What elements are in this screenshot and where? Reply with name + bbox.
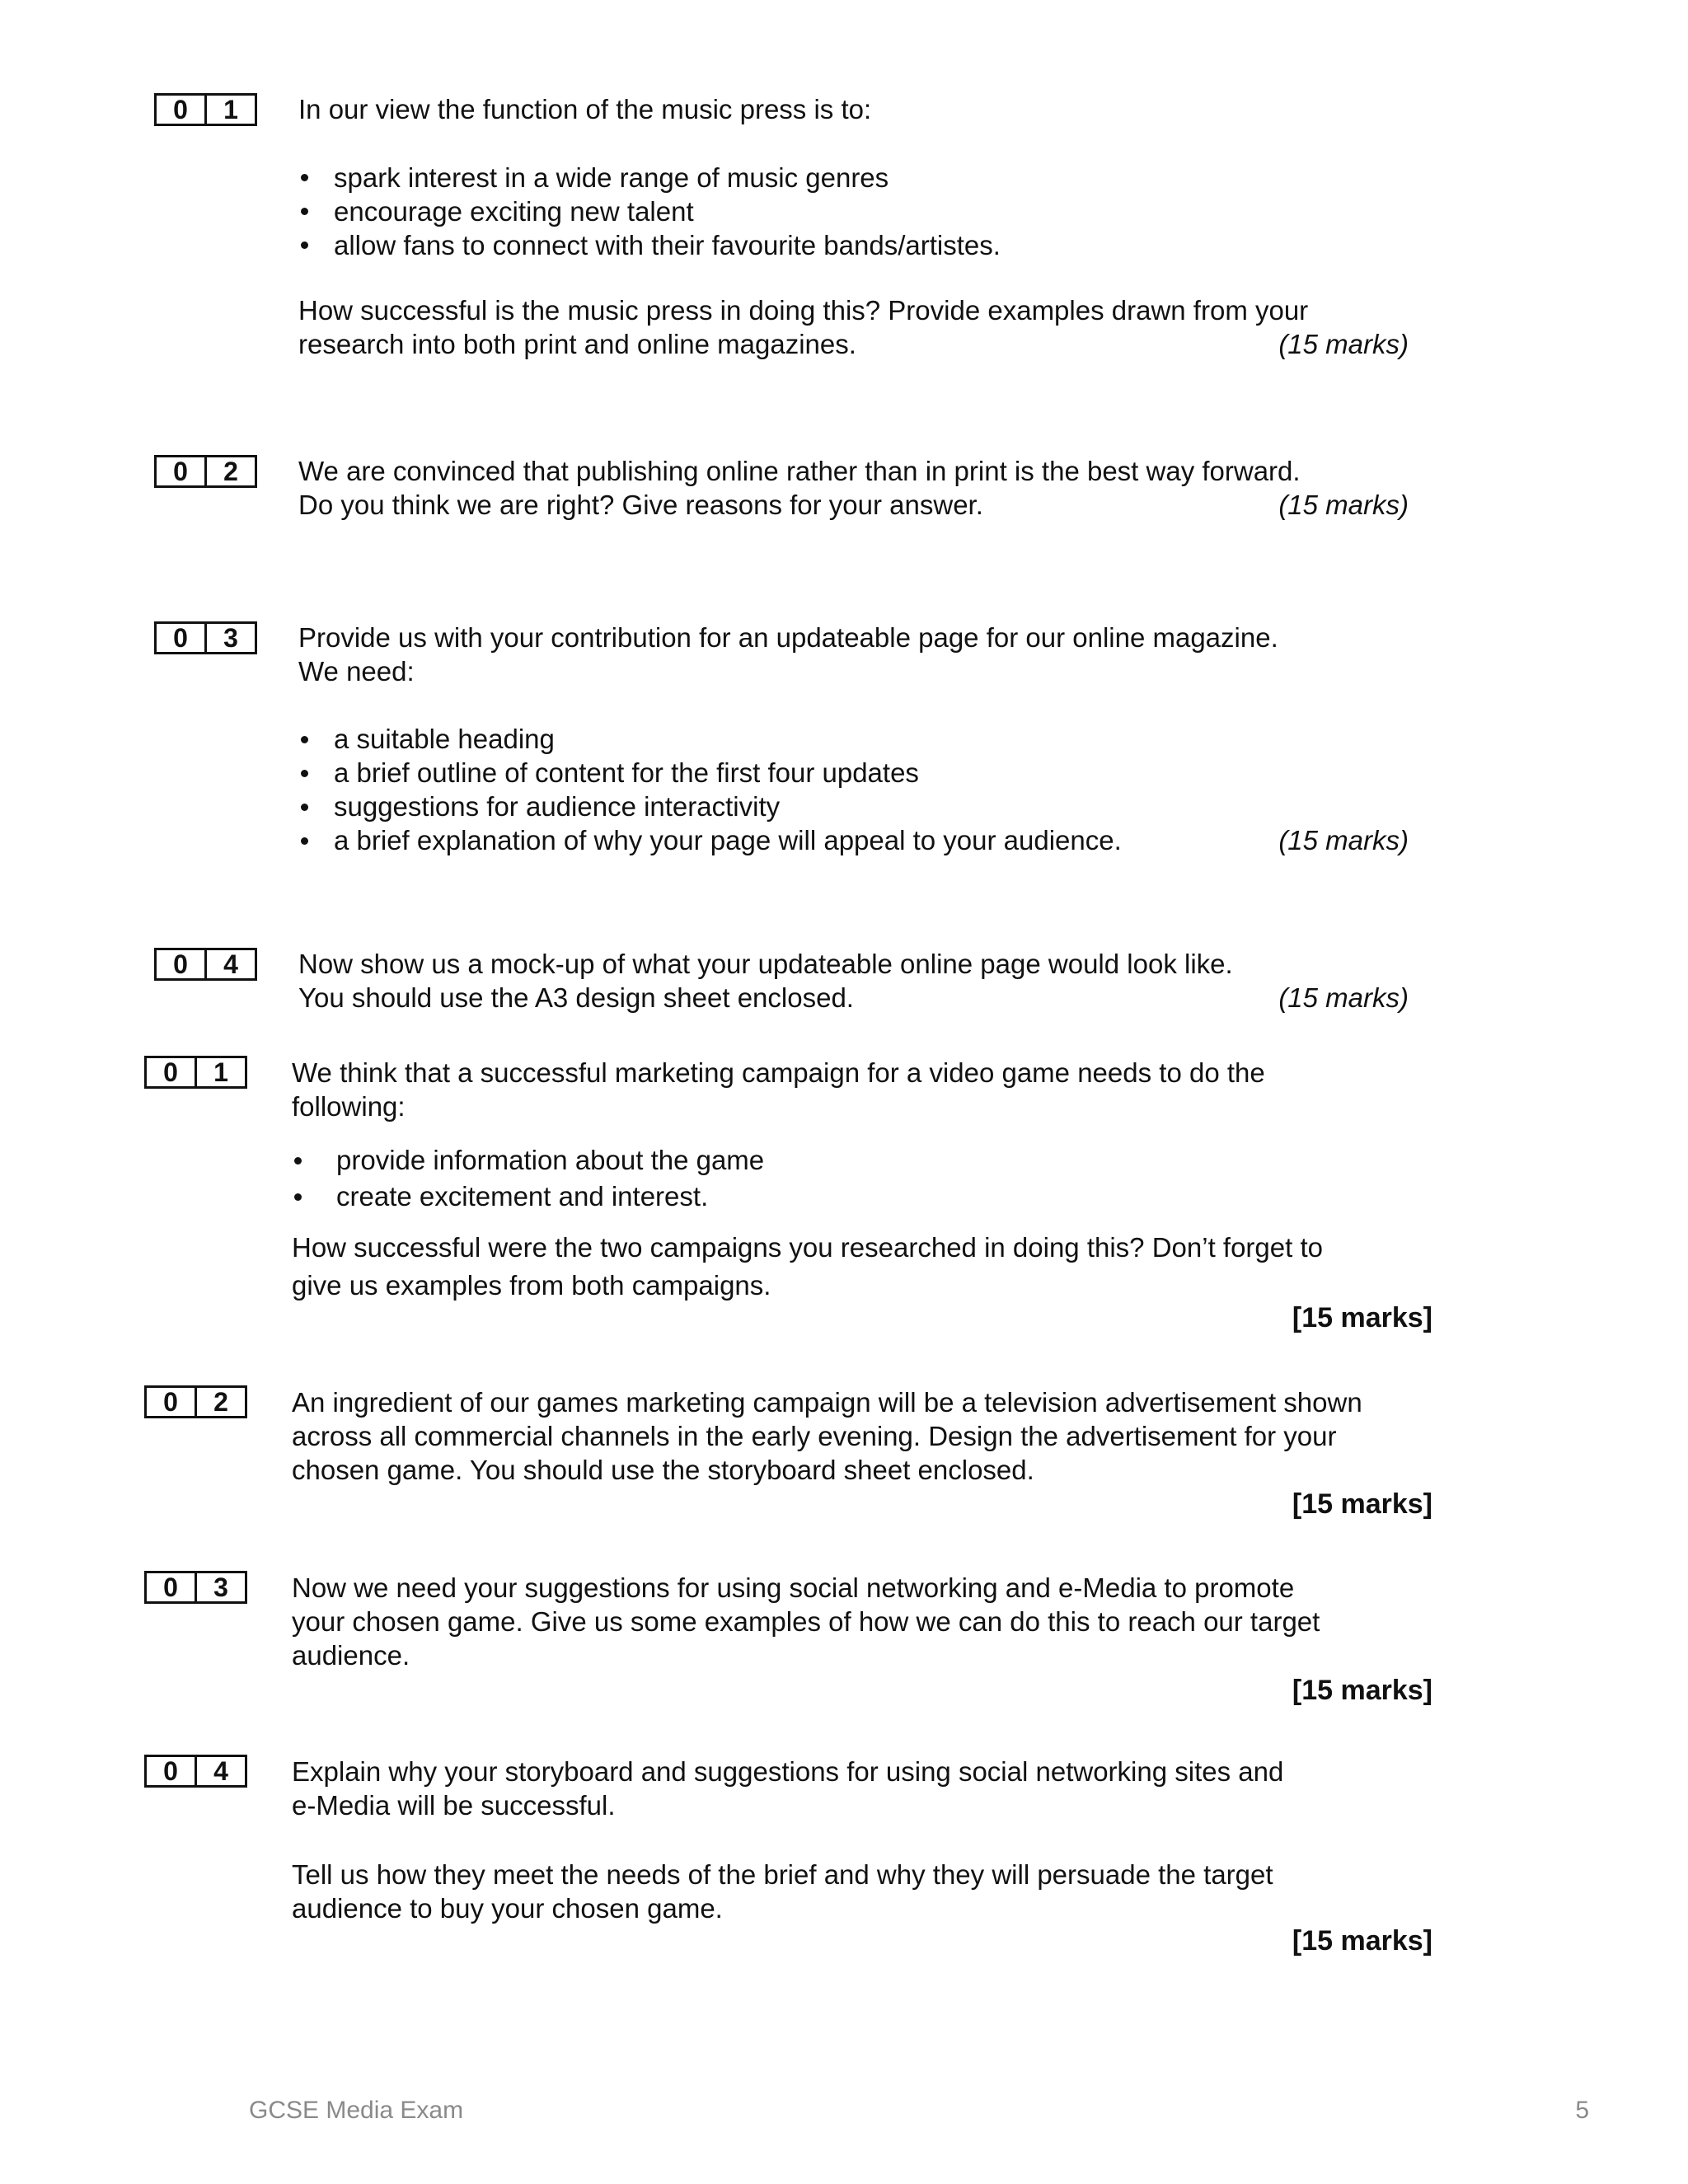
question-number-digit: 4: [204, 950, 255, 978]
bullet-dot: [301, 837, 308, 845]
question-number-box: [154, 93, 257, 126]
question-text: research into both print and online magazines.: [298, 329, 856, 359]
question-text: You should use the A3 design sheet enclosed.: [298, 982, 854, 1013]
question-text: Do you think we are right? Give reasons for your answer.: [298, 490, 983, 520]
question-number-box: [144, 1571, 247, 1604]
question-number-digit: 0: [163, 1057, 178, 1087]
question-text: How successful were the two campaigns you researched in doing this? Don’t forget to: [292, 1232, 1323, 1263]
bullet-item: provide information about the game: [336, 1145, 765, 1175]
question-number-box: [144, 1755, 247, 1788]
question-text: We think that a successful marketing campaign for a video game needs to do the: [292, 1057, 1265, 1088]
bullet-dot: [301, 770, 308, 777]
question-number-digit: 0: [163, 1756, 178, 1786]
question-text: Tell us how they meet the needs of the brief and why they will persuade the target: [292, 1859, 1273, 1890]
marks-label: (15 marks): [1278, 329, 1409, 359]
bullet-item: a suitable heading: [334, 724, 555, 754]
question-number-digit: 0: [173, 457, 188, 486]
marks-label: (15 marks): [1278, 825, 1409, 855]
bullet-item: spark interest in a wide range of music genres: [334, 162, 889, 193]
question-number-box: [144, 1056, 247, 1089]
bullet-dot: [301, 736, 308, 743]
question-number-digit: 0: [163, 1387, 178, 1417]
marks-label: [15 marks]: [1292, 1302, 1432, 1333]
bullet-dot: [301, 208, 308, 215]
question-text: An ingredient of our games marketing campaign will be a television advertisement shown: [292, 1387, 1362, 1418]
question-text: How successful is the music press in doing this? Provide examples drawn from your: [298, 295, 1309, 326]
page-number: 5: [1575, 2097, 1589, 2124]
bullet-item: a brief explanation of why your page will appeal to your audience.: [334, 825, 1122, 855]
marks-label: [15 marks]: [1292, 1675, 1432, 1706]
question-text: In our view the function of the music press is to:: [298, 94, 872, 124]
question-text: e-Media will be successful.: [292, 1790, 616, 1821]
question-number-digit: 4: [195, 1757, 245, 1785]
question-number-digit: 1: [195, 1058, 245, 1086]
question-text: Now show us a mock-up of what your updateable online page would look like.: [298, 949, 1233, 979]
question-number-digit: 2: [195, 1388, 245, 1416]
question-text: following:: [292, 1091, 406, 1122]
marks-label: [15 marks]: [1292, 1488, 1432, 1520]
bullet-dot: [294, 1157, 302, 1165]
question-number-digit: 0: [173, 949, 188, 979]
question-text: across all commercial channels in the early evening. Design the advertisement for your: [292, 1421, 1337, 1451]
question-number-digit: 3: [195, 1573, 245, 1601]
question-text: We are convinced that publishing online rather than in print is the best way forward.: [298, 456, 1301, 486]
question-text: We need:: [298, 656, 415, 687]
bullet-dot: [301, 174, 308, 181]
marks-label: (15 marks): [1278, 490, 1409, 520]
question-text: chosen game. You should use the storyboard sheet enclosed.: [292, 1455, 1034, 1485]
bullet-item: a brief outline of content for the first four updates: [334, 757, 919, 788]
bullet-dot: [301, 241, 308, 249]
bullet-dot: [301, 804, 308, 811]
bullet-item: allow fans to connect with their favourite bands/artistes.: [334, 230, 1001, 260]
question-number-digit: 1: [204, 96, 255, 124]
question-text: give us examples from both campaigns.: [292, 1270, 771, 1301]
question-number-digit: 0: [173, 623, 188, 653]
question-text: audience to buy your chosen game.: [292, 1893, 723, 1924]
question-number-box: [144, 1385, 247, 1418]
question-number-box: [154, 621, 257, 654]
question-number-digit: 3: [204, 624, 255, 652]
bullet-item: suggestions for audience interactivity: [334, 791, 781, 822]
question-number-digit: 0: [173, 95, 188, 124]
question-text: Provide us with your contribution for an updateable page for our online magazine.: [298, 622, 1278, 653]
bullet-item: create excitement and interest.: [336, 1181, 709, 1212]
bullet-dot: [294, 1193, 302, 1201]
question-text: audience.: [292, 1640, 410, 1671]
marks-label: [15 marks]: [1292, 1925, 1432, 1957]
question-text: Now we need your suggestions for using social networking and e-Media to promote: [292, 1572, 1295, 1603]
question-text: Explain why your storyboard and suggestions for using social networking sites and: [292, 1756, 1284, 1787]
marks-label: (15 marks): [1278, 982, 1409, 1013]
question-number-box: [154, 948, 257, 981]
bullet-item: encourage exciting new talent: [334, 196, 694, 227]
question-number-box: [154, 455, 257, 488]
question-number-digit: 0: [163, 1572, 178, 1602]
footer-title: GCSE Media Exam: [249, 2097, 464, 2124]
question-text: your chosen game. Give us some examples of how we can do this to reach our target: [292, 1606, 1320, 1637]
question-number-digit: 2: [204, 457, 255, 485]
